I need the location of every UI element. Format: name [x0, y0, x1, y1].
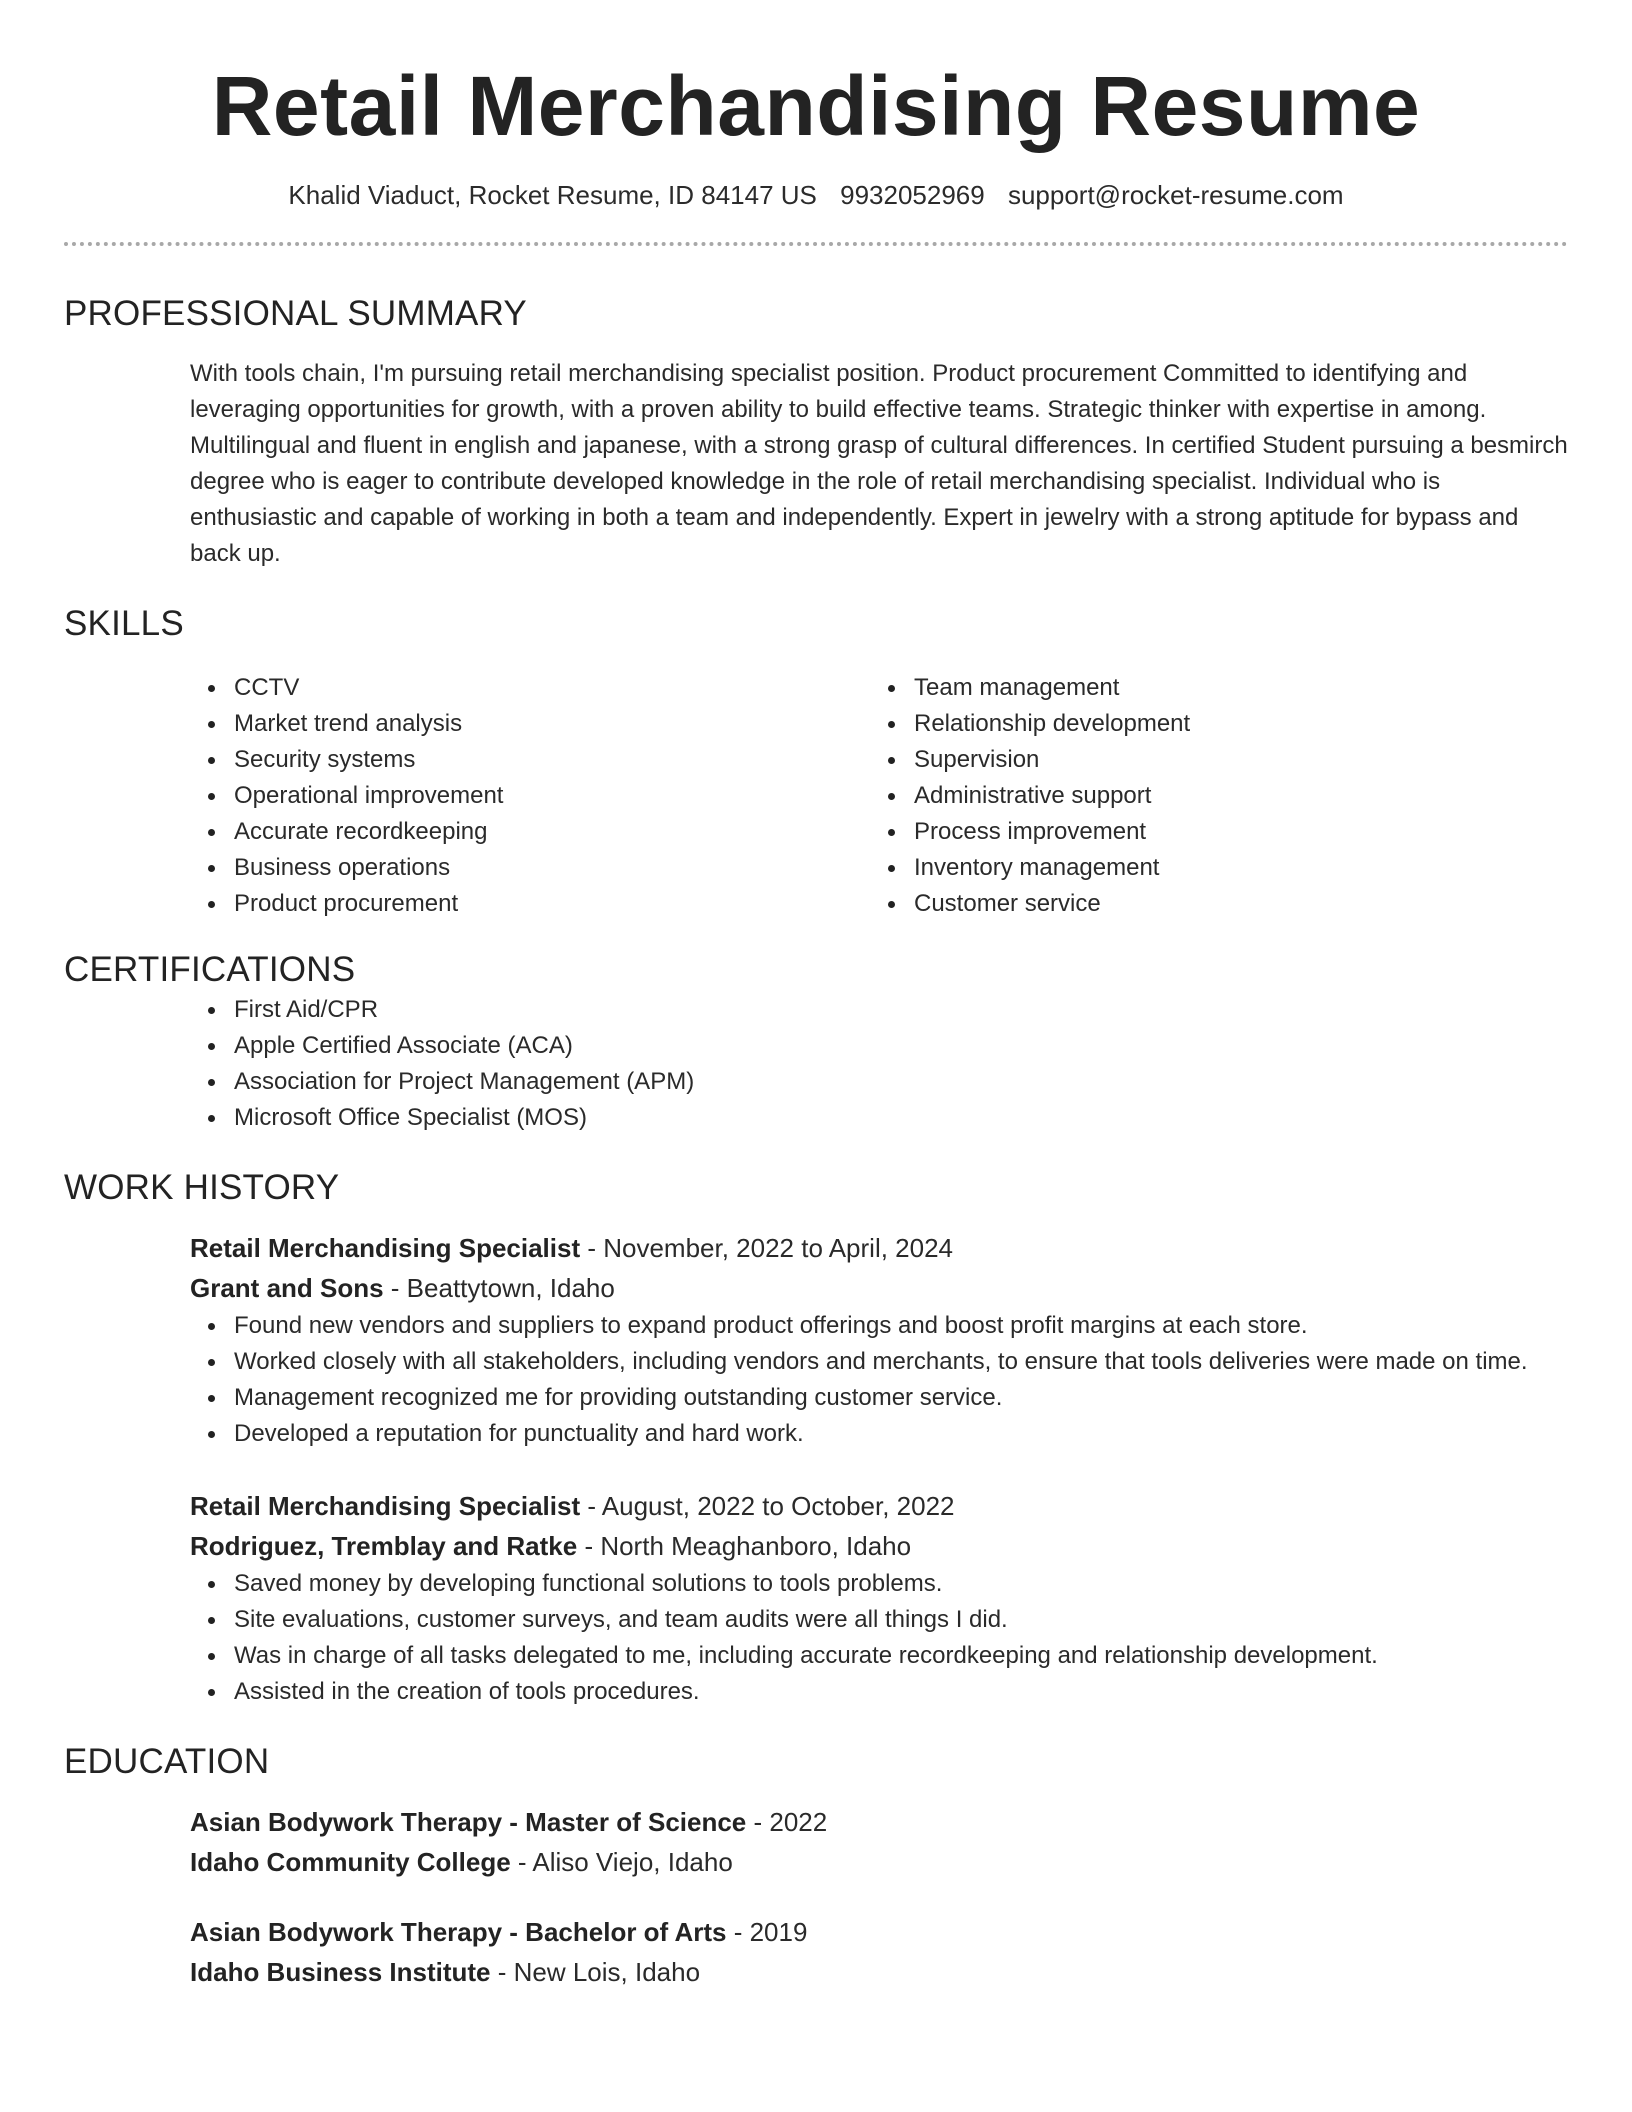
- education-school: Idaho Business Institute: [190, 1957, 491, 1987]
- skills-list-right: [870, 670, 1550, 922]
- education-degree: Asian Bodywork Therapy - Master of Science: [190, 1807, 747, 1837]
- job-entry: [190, 1486, 1568, 1710]
- job-bullet: Saved money by developing functional solutions to tools problems.: [190, 1566, 1570, 1602]
- certifications-list: [190, 992, 1568, 1136]
- job-company-line: [190, 1268, 1568, 1308]
- education-school: Idaho Community College: [190, 1847, 511, 1877]
- job-bullet: Site evaluations, customer surveys, and team audits were all things I did.: [190, 1602, 1570, 1638]
- contact-email: support@rocket-resume.com: [1007, 180, 1344, 210]
- skill-item: CCTV: [190, 670, 870, 706]
- job-bullets: [190, 1308, 1568, 1452]
- skill-item: Administrative support: [870, 778, 1550, 814]
- summary-text: With tools chain, I'm pursuing retail merchandising specialist position. Product procurement Committed to identifying and leveraging opportunities for growth, with a proven ability to build effective teams. Strategic thinker with expertise in among. Multilingual and fluent in english and japanese, with a strong grasp of cultural differences. In certified Student pursuing a besmirch degree who is eager to contribute developed knowledge in the role of retail merchandising specialist. Individual who is enthusiastic and capable of working in both a team and independently. Expert in jewelry with a strong aptitude for bypass and back up.: [190, 360, 1568, 567]
- education-school-line: [190, 1842, 1568, 1882]
- education-location: - New Lois, Idaho: [490, 1957, 701, 1987]
- job-company: Rodriguez, Tremblay and Ratke: [190, 1531, 578, 1561]
- skill-item: Relationship development: [870, 706, 1550, 742]
- education-degree-line: [190, 1912, 1568, 1952]
- skills-heading: SKILLS: [64, 604, 184, 643]
- work-history-heading: WORK HISTORY: [64, 1168, 340, 1207]
- education-degree: Asian Bodywork Therapy - Bachelor of Arts: [190, 1917, 727, 1947]
- education-entry: [190, 1912, 1568, 1992]
- skill-item: Business operations: [190, 850, 870, 886]
- job-bullet: Found new vendors and suppliers to expand product offerings and boost profit margins at each store.: [190, 1308, 1570, 1344]
- job-bullet: Was in charge of all tasks delegated to me, including accurate recordkeeping and relationship development.: [190, 1638, 1570, 1674]
- skill-item: Inventory management: [870, 850, 1550, 886]
- skills-list-left: [190, 670, 870, 922]
- job-dates: - August, 2022 to October, 2022: [580, 1491, 955, 1521]
- skill-item: Process improvement: [870, 814, 1550, 850]
- job-company: Grant and Sons: [190, 1273, 384, 1303]
- job-bullet: Worked closely with all stakeholders, including vendors and merchants, to ensure that tools deliveries were made on time.: [190, 1344, 1570, 1380]
- job-title-line: [190, 1486, 1568, 1526]
- job-title: Retail Merchandising Specialist: [190, 1491, 581, 1521]
- skill-item: Market trend analysis: [190, 706, 870, 742]
- job-bullet: Developed a reputation for punctuality and hard work.: [190, 1416, 1570, 1452]
- education-degree-line: [190, 1802, 1568, 1842]
- certifications-section: [64, 948, 1568, 1136]
- job-bullet: Management recognized me for providing outstanding customer service.: [190, 1380, 1570, 1416]
- job-location: - Beattytown, Idaho: [383, 1273, 615, 1303]
- education-school-line: [190, 1952, 1568, 1992]
- certification-item: Association for Project Management (APM): [190, 1064, 1568, 1100]
- certification-item: Microsoft Office Specialist (MOS): [190, 1100, 1568, 1136]
- job-bullet: Assisted in the creation of tools procedures.: [190, 1674, 1570, 1710]
- education-location: - Aliso Viejo, Idaho: [510, 1847, 733, 1877]
- skill-item: Supervision: [870, 742, 1550, 778]
- skill-item: Customer service: [870, 886, 1550, 922]
- contact-address: Khalid Viaduct, Rocket Resume, ID 84147 US: [288, 180, 817, 210]
- certification-item: Apple Certified Associate (ACA): [190, 1028, 1568, 1064]
- resume-page: [64, 0, 1568, 1992]
- skill-item: Operational improvement: [190, 778, 870, 814]
- skills-section: [64, 602, 1568, 922]
- summary-heading: PROFESSIONAL SUMMARY: [64, 294, 527, 333]
- skill-item: Accurate recordkeeping: [190, 814, 870, 850]
- job-title-line: [190, 1228, 1568, 1268]
- job-bullets: [190, 1566, 1568, 1710]
- work-history-section: [64, 1166, 1568, 1710]
- resume-title: Retail Merchandising Resume: [211, 59, 1421, 153]
- skill-item: Product procurement: [190, 886, 870, 922]
- header-divider: [64, 242, 1568, 246]
- education-entry: [190, 1802, 1568, 1882]
- skill-item: Team management: [870, 670, 1550, 706]
- job-dates: - November, 2022 to April, 2024: [580, 1233, 954, 1263]
- summary-section: [64, 292, 1568, 572]
- job-company-line: [190, 1526, 1568, 1566]
- education-year: - 2019: [726, 1917, 808, 1947]
- skill-item: Security systems: [190, 742, 870, 778]
- contact-line: [64, 178, 1568, 212]
- job-location: - North Meaghanboro, Idaho: [577, 1531, 912, 1561]
- job-entry: [190, 1228, 1568, 1452]
- education-year: - 2022: [746, 1807, 828, 1837]
- job-title: Retail Merchandising Specialist: [190, 1233, 581, 1263]
- education-heading: EDUCATION: [64, 1742, 270, 1781]
- education-section: [64, 1740, 1568, 1992]
- certification-item: First Aid/CPR: [190, 992, 1568, 1028]
- contact-phone: 9932052969: [840, 180, 985, 210]
- certifications-heading: CERTIFICATIONS: [64, 950, 356, 989]
